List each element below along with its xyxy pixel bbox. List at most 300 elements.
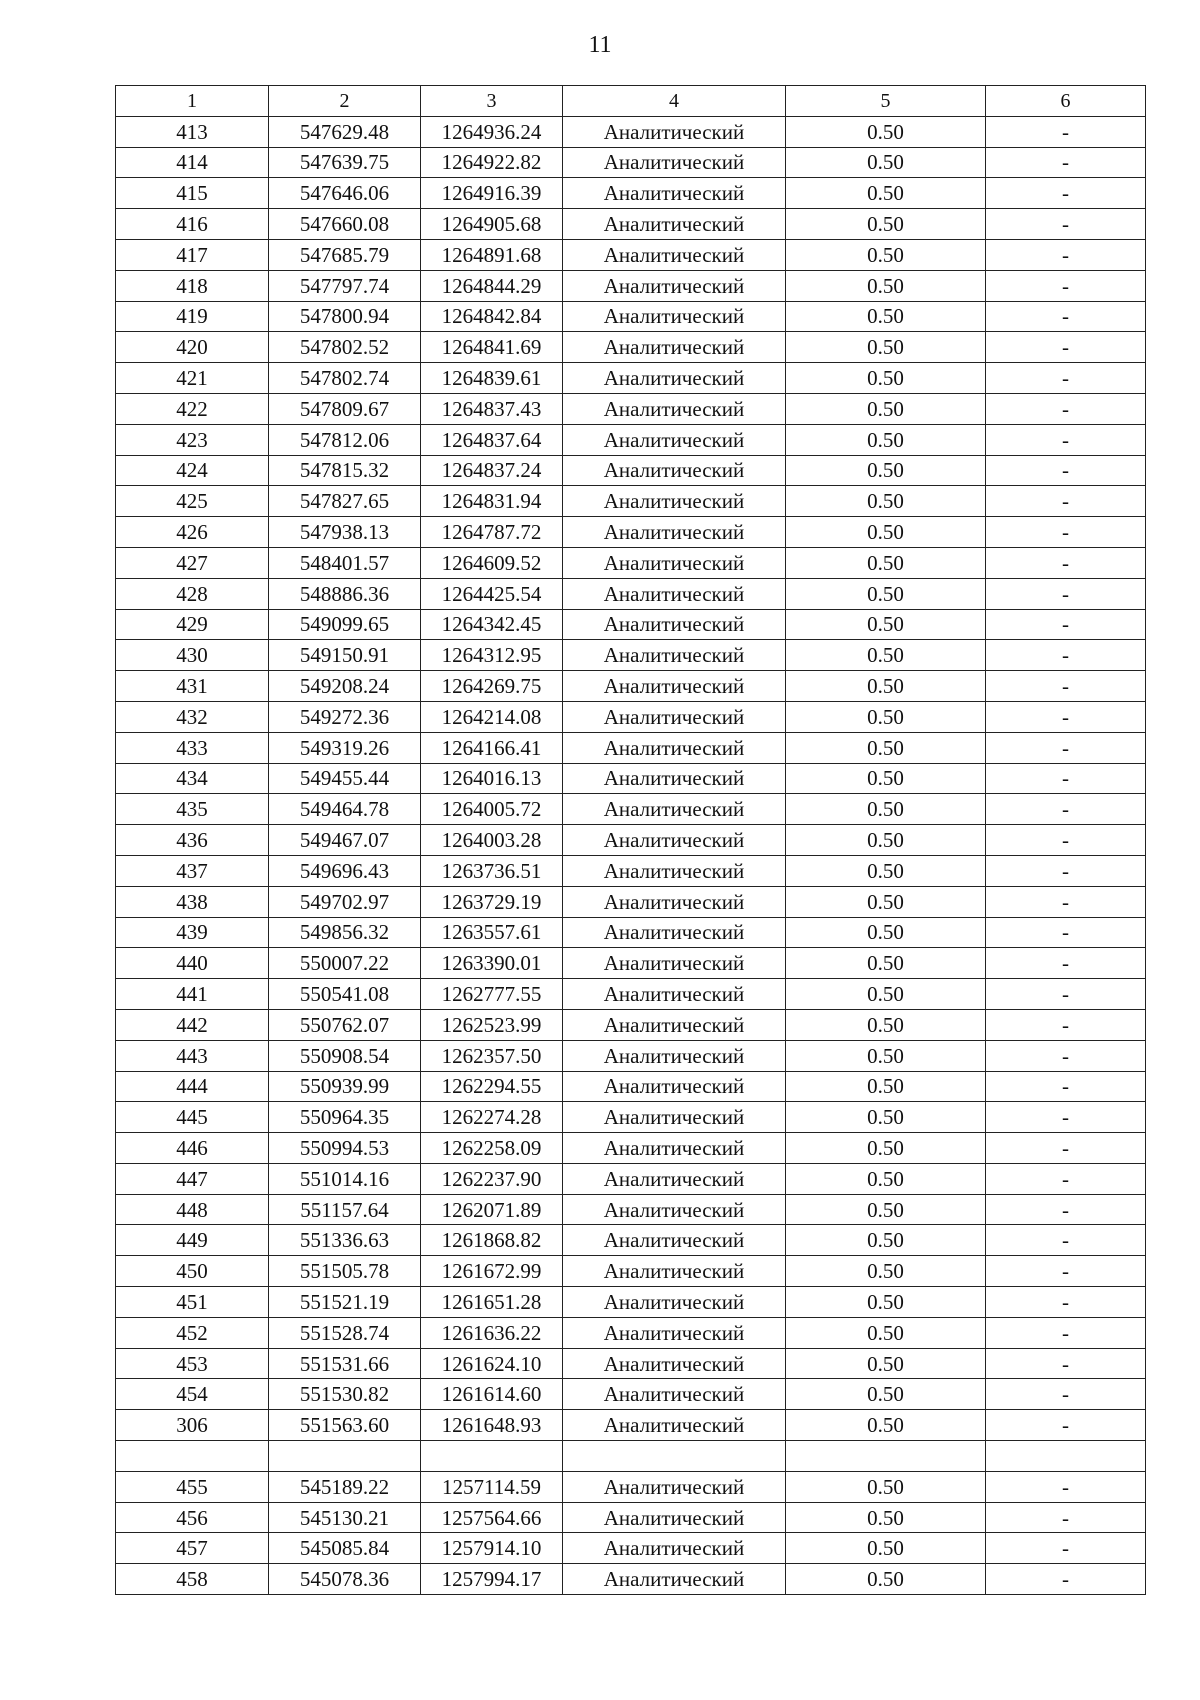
accuracy-cell: 0.50 — [786, 332, 986, 363]
method-cell: Аналитический — [563, 1533, 786, 1564]
x-coordinate-cell: 550908.54 — [269, 1040, 421, 1071]
column-header: 1 — [116, 86, 269, 117]
x-coordinate-cell: 549696.43 — [269, 855, 421, 886]
table-row — [116, 178, 1146, 209]
accuracy-cell: 0.50 — [786, 701, 986, 732]
accuracy-cell: 0.50 — [786, 1502, 986, 1533]
accuracy-cell: 0.50 — [786, 455, 986, 486]
x-coordinate-cell: 550541.08 — [269, 979, 421, 1010]
y-coordinate-cell: 1263729.19 — [421, 886, 563, 917]
x-coordinate-cell: 549455.44 — [269, 763, 421, 794]
method-cell: Аналитический — [563, 979, 786, 1010]
accuracy-cell: 0.50 — [786, 270, 986, 301]
accuracy-cell: 0.50 — [786, 825, 986, 856]
y-coordinate-cell: 1257114.59 — [421, 1471, 563, 1502]
method-cell: Аналитический — [563, 855, 786, 886]
note-cell: - — [986, 209, 1146, 240]
x-coordinate-cell — [269, 1441, 421, 1472]
x-coordinate-cell: 547660.08 — [269, 209, 421, 240]
y-coordinate-cell: 1264787.72 — [421, 517, 563, 548]
accuracy-cell: 0.50 — [786, 917, 986, 948]
method-cell: Аналитический — [563, 1040, 786, 1071]
table-row — [116, 1256, 1146, 1287]
y-coordinate-cell: 1264831.94 — [421, 486, 563, 517]
accuracy-cell — [786, 1441, 986, 1472]
method-cell: Аналитический — [563, 301, 786, 332]
table-header — [116, 86, 1146, 117]
note-cell: - — [986, 794, 1146, 825]
accuracy-cell: 0.50 — [786, 979, 986, 1010]
point-number-cell: 455 — [116, 1471, 269, 1502]
x-coordinate-cell: 547646.06 — [269, 178, 421, 209]
point-number-cell: 448 — [116, 1194, 269, 1225]
accuracy-cell: 0.50 — [786, 1348, 986, 1379]
method-cell: Аналитический — [563, 424, 786, 455]
note-cell — [986, 1441, 1146, 1472]
x-coordinate-cell: 549856.32 — [269, 917, 421, 948]
method-cell: Аналитический — [563, 455, 786, 486]
x-coordinate-cell: 551563.60 — [269, 1410, 421, 1441]
x-coordinate-cell: 547639.75 — [269, 147, 421, 178]
point-number-cell: 437 — [116, 855, 269, 886]
y-coordinate-cell: 1264837.64 — [421, 424, 563, 455]
method-cell: Аналитический — [563, 1379, 786, 1410]
method-cell: Аналитический — [563, 1102, 786, 1133]
note-cell: - — [986, 1256, 1146, 1287]
y-coordinate-cell: 1262071.89 — [421, 1194, 563, 1225]
method-cell — [563, 1441, 786, 1472]
table-row — [116, 671, 1146, 702]
table-row — [116, 917, 1146, 948]
accuracy-cell: 0.50 — [786, 1102, 986, 1133]
y-coordinate-cell: 1262523.99 — [421, 1009, 563, 1040]
accuracy-cell: 0.50 — [786, 855, 986, 886]
column-header: 5 — [786, 86, 986, 117]
point-number-cell: 415 — [116, 178, 269, 209]
y-coordinate-cell: 1261672.99 — [421, 1256, 563, 1287]
method-cell: Аналитический — [563, 794, 786, 825]
y-coordinate-cell: 1264891.68 — [421, 239, 563, 270]
y-coordinate-cell: 1264016.13 — [421, 763, 563, 794]
point-number-cell: 446 — [116, 1133, 269, 1164]
table-row — [116, 1225, 1146, 1256]
method-cell: Аналитический — [563, 609, 786, 640]
table-row — [116, 270, 1146, 301]
y-coordinate-cell: 1262237.90 — [421, 1163, 563, 1194]
point-number-cell: 451 — [116, 1287, 269, 1318]
note-cell: - — [986, 1009, 1146, 1040]
x-coordinate-cell: 551531.66 — [269, 1348, 421, 1379]
method-cell: Аналитический — [563, 1071, 786, 1102]
note-cell: - — [986, 486, 1146, 517]
method-cell: Аналитический — [563, 363, 786, 394]
x-coordinate-cell: 551521.19 — [269, 1287, 421, 1318]
table-row — [116, 763, 1146, 794]
y-coordinate-cell: 1262294.55 — [421, 1071, 563, 1102]
y-coordinate-cell: 1264936.24 — [421, 116, 563, 147]
y-coordinate-cell: 1263390.01 — [421, 948, 563, 979]
table-row — [116, 455, 1146, 486]
table-row — [116, 640, 1146, 671]
point-number-cell: 417 — [116, 239, 269, 270]
method-cell: Аналитический — [563, 1317, 786, 1348]
table-row — [116, 701, 1146, 732]
method-cell: Аналитический — [563, 948, 786, 979]
coordinates-table — [115, 85, 1146, 1595]
accuracy-cell: 0.50 — [786, 147, 986, 178]
table-row — [116, 332, 1146, 363]
y-coordinate-cell: 1264837.43 — [421, 393, 563, 424]
method-cell: Аналитический — [563, 1225, 786, 1256]
note-cell: - — [986, 1102, 1146, 1133]
method-cell: Аналитический — [563, 763, 786, 794]
column-header: 4 — [563, 86, 786, 117]
point-number-cell: 421 — [116, 363, 269, 394]
x-coordinate-cell: 547815.32 — [269, 455, 421, 486]
table-row — [116, 825, 1146, 856]
table-row — [116, 1502, 1146, 1533]
method-cell: Аналитический — [563, 486, 786, 517]
x-coordinate-cell: 549099.65 — [269, 609, 421, 640]
method-cell: Аналитический — [563, 1287, 786, 1318]
accuracy-cell: 0.50 — [786, 1379, 986, 1410]
x-coordinate-cell: 547797.74 — [269, 270, 421, 301]
y-coordinate-cell: 1262777.55 — [421, 979, 563, 1010]
point-number-cell: 444 — [116, 1071, 269, 1102]
accuracy-cell: 0.50 — [786, 640, 986, 671]
column-header: 6 — [986, 86, 1146, 117]
method-cell: Аналитический — [563, 886, 786, 917]
x-coordinate-cell: 547827.65 — [269, 486, 421, 517]
x-coordinate-cell: 548886.36 — [269, 578, 421, 609]
point-number-cell: 443 — [116, 1040, 269, 1071]
x-coordinate-cell: 550007.22 — [269, 948, 421, 979]
method-cell: Аналитический — [563, 1194, 786, 1225]
x-coordinate-cell: 545189.22 — [269, 1471, 421, 1502]
note-cell: - — [986, 147, 1146, 178]
accuracy-cell: 0.50 — [786, 1225, 986, 1256]
accuracy-cell: 0.50 — [786, 763, 986, 794]
table-row — [116, 517, 1146, 548]
table-row — [116, 948, 1146, 979]
point-number-cell: 438 — [116, 886, 269, 917]
method-cell: Аналитический — [563, 547, 786, 578]
table-row — [116, 1102, 1146, 1133]
table-body — [116, 116, 1146, 1594]
x-coordinate-cell: 549150.91 — [269, 640, 421, 671]
table-row — [116, 886, 1146, 917]
point-number-cell: 440 — [116, 948, 269, 979]
table-row — [116, 209, 1146, 240]
note-cell: - — [986, 886, 1146, 917]
y-coordinate-cell: 1264844.29 — [421, 270, 563, 301]
table-row — [116, 1071, 1146, 1102]
accuracy-cell: 0.50 — [786, 1287, 986, 1318]
point-number-cell: 416 — [116, 209, 269, 240]
accuracy-cell: 0.50 — [786, 948, 986, 979]
y-coordinate-cell: 1264425.54 — [421, 578, 563, 609]
method-cell: Аналитический — [563, 732, 786, 763]
point-number-cell: 420 — [116, 332, 269, 363]
note-cell: - — [986, 116, 1146, 147]
accuracy-cell: 0.50 — [786, 1410, 986, 1441]
note-cell: - — [986, 609, 1146, 640]
note-cell: - — [986, 424, 1146, 455]
method-cell: Аналитический — [563, 393, 786, 424]
method-cell: Аналитический — [563, 239, 786, 270]
x-coordinate-cell: 549464.78 — [269, 794, 421, 825]
y-coordinate-cell: 1264003.28 — [421, 825, 563, 856]
method-cell: Аналитический — [563, 1256, 786, 1287]
y-coordinate-cell — [421, 1441, 563, 1472]
point-number-cell: 436 — [116, 825, 269, 856]
table-row — [116, 1194, 1146, 1225]
point-number-cell: 449 — [116, 1225, 269, 1256]
x-coordinate-cell: 547809.67 — [269, 393, 421, 424]
table-row — [116, 1348, 1146, 1379]
note-cell: - — [986, 1564, 1146, 1595]
y-coordinate-cell: 1261868.82 — [421, 1225, 563, 1256]
point-number-cell: 430 — [116, 640, 269, 671]
point-number-cell: 413 — [116, 116, 269, 147]
point-number-cell: 423 — [116, 424, 269, 455]
y-coordinate-cell: 1264916.39 — [421, 178, 563, 209]
y-coordinate-cell: 1262274.28 — [421, 1102, 563, 1133]
note-cell: - — [986, 917, 1146, 948]
table-row — [116, 1040, 1146, 1071]
table-row — [116, 424, 1146, 455]
y-coordinate-cell: 1264005.72 — [421, 794, 563, 825]
x-coordinate-cell: 550939.99 — [269, 1071, 421, 1102]
table-row — [116, 301, 1146, 332]
x-coordinate-cell: 551505.78 — [269, 1256, 421, 1287]
accuracy-cell: 0.50 — [786, 424, 986, 455]
point-number-cell: 441 — [116, 979, 269, 1010]
point-number-cell: 435 — [116, 794, 269, 825]
x-coordinate-cell: 551530.82 — [269, 1379, 421, 1410]
note-cell: - — [986, 1471, 1146, 1502]
accuracy-cell: 0.50 — [786, 1533, 986, 1564]
point-number-cell: 428 — [116, 578, 269, 609]
accuracy-cell: 0.50 — [786, 116, 986, 147]
note-cell: - — [986, 301, 1146, 332]
accuracy-cell: 0.50 — [786, 1471, 986, 1502]
note-cell: - — [986, 1133, 1146, 1164]
method-cell: Аналитический — [563, 270, 786, 301]
table-row — [116, 609, 1146, 640]
accuracy-cell: 0.50 — [786, 732, 986, 763]
point-number-cell: 427 — [116, 547, 269, 578]
x-coordinate-cell: 547629.48 — [269, 116, 421, 147]
x-coordinate-cell: 549702.97 — [269, 886, 421, 917]
y-coordinate-cell: 1261624.10 — [421, 1348, 563, 1379]
point-number-cell: 457 — [116, 1533, 269, 1564]
table-row — [116, 239, 1146, 270]
note-cell: - — [986, 332, 1146, 363]
note-cell: - — [986, 1225, 1146, 1256]
x-coordinate-cell: 547685.79 — [269, 239, 421, 270]
accuracy-cell: 0.50 — [786, 1133, 986, 1164]
y-coordinate-cell: 1264922.82 — [421, 147, 563, 178]
method-cell: Аналитический — [563, 178, 786, 209]
point-number-cell: 432 — [116, 701, 269, 732]
method-cell: Аналитический — [563, 578, 786, 609]
table-row — [116, 486, 1146, 517]
method-cell: Аналитический — [563, 1009, 786, 1040]
note-cell: - — [986, 178, 1146, 209]
point-number-cell: 458 — [116, 1564, 269, 1595]
method-cell: Аналитический — [563, 1502, 786, 1533]
note-cell: - — [986, 671, 1146, 702]
note-cell: - — [986, 825, 1146, 856]
table-row — [116, 1133, 1146, 1164]
y-coordinate-cell: 1264214.08 — [421, 701, 563, 732]
point-number-cell: 453 — [116, 1348, 269, 1379]
page-number: 11 — [588, 32, 612, 58]
point-number-cell: 454 — [116, 1379, 269, 1410]
y-coordinate-cell: 1264837.24 — [421, 455, 563, 486]
x-coordinate-cell: 550994.53 — [269, 1133, 421, 1164]
accuracy-cell: 0.50 — [786, 1071, 986, 1102]
note-cell: - — [986, 732, 1146, 763]
x-coordinate-cell: 550964.35 — [269, 1102, 421, 1133]
note-cell: - — [986, 701, 1146, 732]
point-number-cell: 306 — [116, 1410, 269, 1441]
y-coordinate-cell: 1261614.60 — [421, 1379, 563, 1410]
point-number-cell: 414 — [116, 147, 269, 178]
table-row — [116, 794, 1146, 825]
method-cell: Аналитический — [563, 1564, 786, 1595]
x-coordinate-cell: 547802.74 — [269, 363, 421, 394]
table-row — [116, 1410, 1146, 1441]
note-cell: - — [986, 363, 1146, 394]
y-coordinate-cell: 1264166.41 — [421, 732, 563, 763]
y-coordinate-cell: 1261648.93 — [421, 1410, 563, 1441]
y-coordinate-cell: 1261651.28 — [421, 1287, 563, 1318]
accuracy-cell: 0.50 — [786, 393, 986, 424]
y-coordinate-cell: 1264342.45 — [421, 609, 563, 640]
y-coordinate-cell: 1257564.66 — [421, 1502, 563, 1533]
x-coordinate-cell: 547812.06 — [269, 424, 421, 455]
x-coordinate-cell: 549467.07 — [269, 825, 421, 856]
note-cell: - — [986, 517, 1146, 548]
note-cell: - — [986, 1163, 1146, 1194]
note-cell: - — [986, 1317, 1146, 1348]
point-number-cell: 418 — [116, 270, 269, 301]
accuracy-cell: 0.50 — [786, 239, 986, 270]
table-row — [116, 979, 1146, 1010]
accuracy-cell: 0.50 — [786, 794, 986, 825]
accuracy-cell: 0.50 — [786, 1564, 986, 1595]
accuracy-cell: 0.50 — [786, 886, 986, 917]
column-header: 2 — [269, 86, 421, 117]
note-cell: - — [986, 1040, 1146, 1071]
table-row — [116, 147, 1146, 178]
y-coordinate-cell: 1264312.95 — [421, 640, 563, 671]
point-number-cell: 419 — [116, 301, 269, 332]
table-row — [116, 116, 1146, 147]
point-number-cell: 434 — [116, 763, 269, 794]
accuracy-cell: 0.50 — [786, 1194, 986, 1225]
table-row — [116, 1009, 1146, 1040]
method-cell: Аналитический — [563, 825, 786, 856]
note-cell: - — [986, 948, 1146, 979]
method-cell: Аналитический — [563, 332, 786, 363]
method-cell: Аналитический — [563, 1348, 786, 1379]
note-cell: - — [986, 547, 1146, 578]
y-coordinate-cell: 1257914.10 — [421, 1533, 563, 1564]
x-coordinate-cell: 547938.13 — [269, 517, 421, 548]
note-cell: - — [986, 1287, 1146, 1318]
point-number-cell: 426 — [116, 517, 269, 548]
point-number-cell: 447 — [116, 1163, 269, 1194]
x-coordinate-cell: 549208.24 — [269, 671, 421, 702]
note-cell: - — [986, 578, 1146, 609]
y-coordinate-cell: 1264905.68 — [421, 209, 563, 240]
table-row — [116, 578, 1146, 609]
x-coordinate-cell: 551014.16 — [269, 1163, 421, 1194]
note-cell: - — [986, 640, 1146, 671]
y-coordinate-cell: 1264609.52 — [421, 547, 563, 578]
x-coordinate-cell: 548401.57 — [269, 547, 421, 578]
table-row — [116, 1317, 1146, 1348]
point-number-cell: 450 — [116, 1256, 269, 1287]
x-coordinate-cell: 551336.63 — [269, 1225, 421, 1256]
method-cell: Аналитический — [563, 209, 786, 240]
table-row — [116, 393, 1146, 424]
y-coordinate-cell: 1263557.61 — [421, 917, 563, 948]
method-cell: Аналитический — [563, 917, 786, 948]
method-cell: Аналитический — [563, 517, 786, 548]
note-cell: - — [986, 270, 1146, 301]
x-coordinate-cell: 547800.94 — [269, 301, 421, 332]
y-coordinate-cell: 1264842.84 — [421, 301, 563, 332]
note-cell: - — [986, 979, 1146, 1010]
note-cell: - — [986, 1502, 1146, 1533]
accuracy-cell: 0.50 — [786, 1040, 986, 1071]
point-number-cell: 429 — [116, 609, 269, 640]
y-coordinate-cell: 1262357.50 — [421, 1040, 563, 1071]
point-number-cell: 433 — [116, 732, 269, 763]
point-number-cell: 431 — [116, 671, 269, 702]
y-coordinate-cell: 1264269.75 — [421, 671, 563, 702]
point-number-cell: 442 — [116, 1009, 269, 1040]
accuracy-cell: 0.50 — [786, 1163, 986, 1194]
x-coordinate-cell: 547802.52 — [269, 332, 421, 363]
y-coordinate-cell: 1257994.17 — [421, 1564, 563, 1595]
x-coordinate-cell: 551528.74 — [269, 1317, 421, 1348]
method-cell: Аналитический — [563, 1410, 786, 1441]
method-cell: Аналитический — [563, 147, 786, 178]
method-cell: Аналитический — [563, 640, 786, 671]
y-coordinate-cell: 1264839.61 — [421, 363, 563, 394]
x-coordinate-cell: 551157.64 — [269, 1194, 421, 1225]
note-cell: - — [986, 1533, 1146, 1564]
table-row — [116, 855, 1146, 886]
accuracy-cell: 0.50 — [786, 301, 986, 332]
note-cell: - — [986, 455, 1146, 486]
table-row — [116, 1163, 1146, 1194]
point-number-cell: 456 — [116, 1502, 269, 1533]
method-cell: Аналитический — [563, 116, 786, 147]
note-cell: - — [986, 239, 1146, 270]
method-cell: Аналитический — [563, 701, 786, 732]
accuracy-cell: 0.50 — [786, 1256, 986, 1287]
column-header: 3 — [421, 86, 563, 117]
table-row — [116, 1441, 1146, 1472]
note-cell: - — [986, 393, 1146, 424]
point-number-cell: 439 — [116, 917, 269, 948]
